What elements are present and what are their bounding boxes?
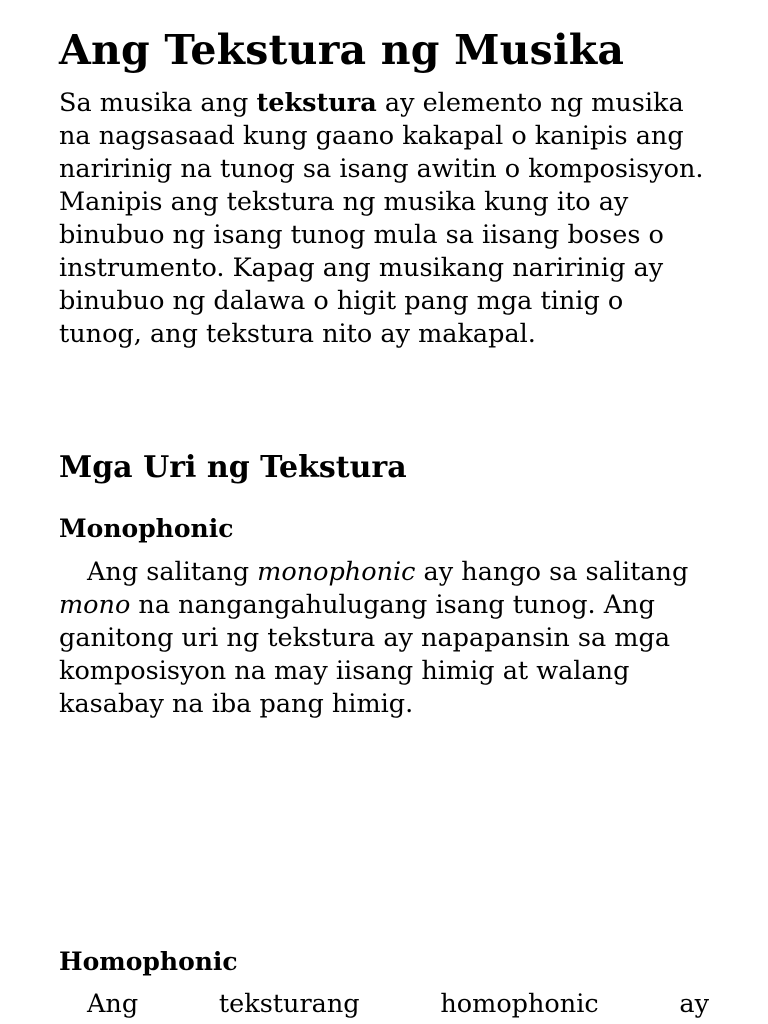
monophonic-italic-1: monophonic <box>257 557 416 587</box>
intro-bold-term: tekstura <box>256 88 377 118</box>
monophonic-heading: Monophonic <box>59 514 234 543</box>
monophonic-italic-2: mono <box>59 590 131 620</box>
monophonic-text-1: Ang salitang <box>87 557 258 587</box>
homophonic-word: homophonic <box>440 989 599 1019</box>
homophonic-paragraph <box>87 988 709 1021</box>
section-heading: Mga Uri ng Tekstura <box>59 450 407 485</box>
homophonic-word: teksturang <box>218 989 360 1019</box>
homophonic-word: ay <box>679 989 709 1019</box>
intro-text-2: ay elemento ng musika na nagsasaad kung gaano kakapal o kanipis ang naririnig na tunog sa isang awitin o komposisyon. Manipis ang tekstura ng musika kung ito ay binubuo ng isang tunog mula sa iisang boses o instrumento. Kapag ang musikang naririnig ay binubuo ng dalawa o higit pang mga tinig o tunog, ang tekstura nito ay makapal. <box>59 88 704 349</box>
homophonic-word: Ang <box>87 989 139 1019</box>
intro-paragraph <box>59 87 711 351</box>
homophonic-heading: Homophonic <box>59 947 238 976</box>
intro-text-1: Sa musika ang <box>59 88 257 118</box>
monophonic-text-3: na nangangahulugang isang tunog. Ang ganitong uri ng tekstura ay napapansin sa mga komposisyon na may iisang himig at walang kasabay na iba pang himig. <box>59 590 671 719</box>
page-title: Ang Tekstura ng Musika <box>59 26 625 74</box>
monophonic-text-2: ay hango sa salitang <box>415 557 689 587</box>
monophonic-paragraph <box>59 556 711 721</box>
